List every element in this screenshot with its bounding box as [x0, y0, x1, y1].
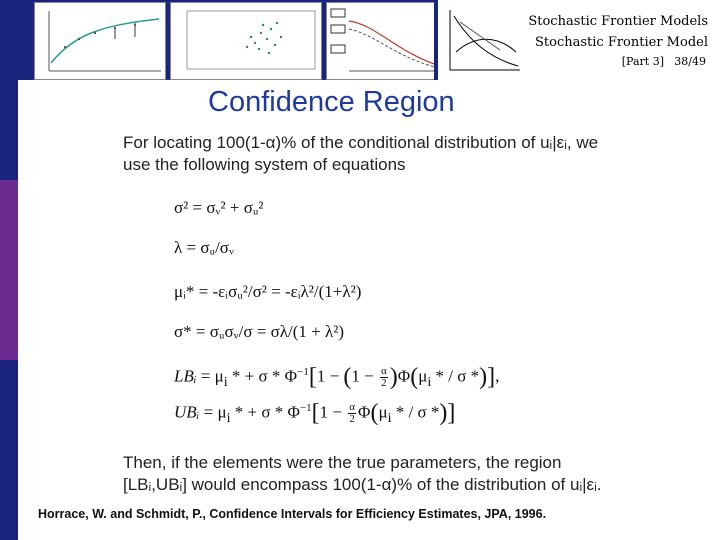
header-thumbnail-scatter-plot [170, 2, 322, 80]
part-label: [Part 3] [621, 55, 664, 68]
equation-lambda: λ = σᵤ/σᵥ [174, 238, 234, 257]
citation: Horrace, W. and Schmidt, P., Confidence Intervals for Efficiency Estimates, JPA, 1996. [38, 507, 547, 521]
sidebar-stripe-bottom [0, 360, 18, 540]
slide-header [18, 0, 720, 80]
equation-lower-bound: LBᵢ = $\mu_i$ * + $\sigma * \Phi^{-1}[1 - (1$ − $\frac{\alpha}{2})\Phi(\mu_i$ * / σ *)], [174, 364, 500, 390]
frontier-diagram-icon [440, 2, 526, 76]
equation-sigma-star: σ* = σᵤσᵥ/σ = σλ/(1 + λ²) [174, 322, 344, 341]
header-thumbnail-curve-plot [34, 2, 166, 80]
presentation-title: Stochastic Frontier Models [528, 14, 708, 29]
sidebar-stripe-top [0, 0, 18, 180]
closing-line-2: [LBᵢ,UBᵢ] would encompass 100(1-α)% of the distribution of uᵢ|εᵢ. [123, 475, 602, 494]
equation-sigma: σ² = σᵥ² + σᵤ² [174, 198, 264, 217]
equation-upper-bound: UBᵢ = $\mu_i$ * + σ * $\Phi^{-1}[1$ − $\frac{\alpha}{2} \Phi(\mu_i$ * / σ *)] [174, 400, 456, 426]
slide-heading: Confidence Region [208, 86, 455, 118]
closing-text [123, 452, 602, 496]
equation-mu-star: μᵢ* = -εᵢσᵤ²/σ² = -εᵢλ²/(1+λ²) [174, 282, 362, 301]
header-thumbnail-density-plot [326, 2, 448, 80]
intro-line-2: use the following system of equations [123, 155, 406, 174]
intro-text [123, 132, 598, 176]
closing-line-1: Then, if the elements were the true parameters, the region [123, 453, 562, 472]
presentation-subtitle: Stochastic Frontier Model [535, 35, 708, 50]
intro-line-1: For locating 100(1-α)% of the conditional distribution of uᵢ|εᵢ, we [123, 133, 599, 152]
upper-bound-label: UBᵢ [174, 402, 200, 422]
sidebar-stripe-middle [0, 180, 18, 360]
page-number: 38/49 [674, 55, 706, 68]
lower-bound-label: LBᵢ [174, 366, 197, 386]
title-box [434, 0, 720, 80]
